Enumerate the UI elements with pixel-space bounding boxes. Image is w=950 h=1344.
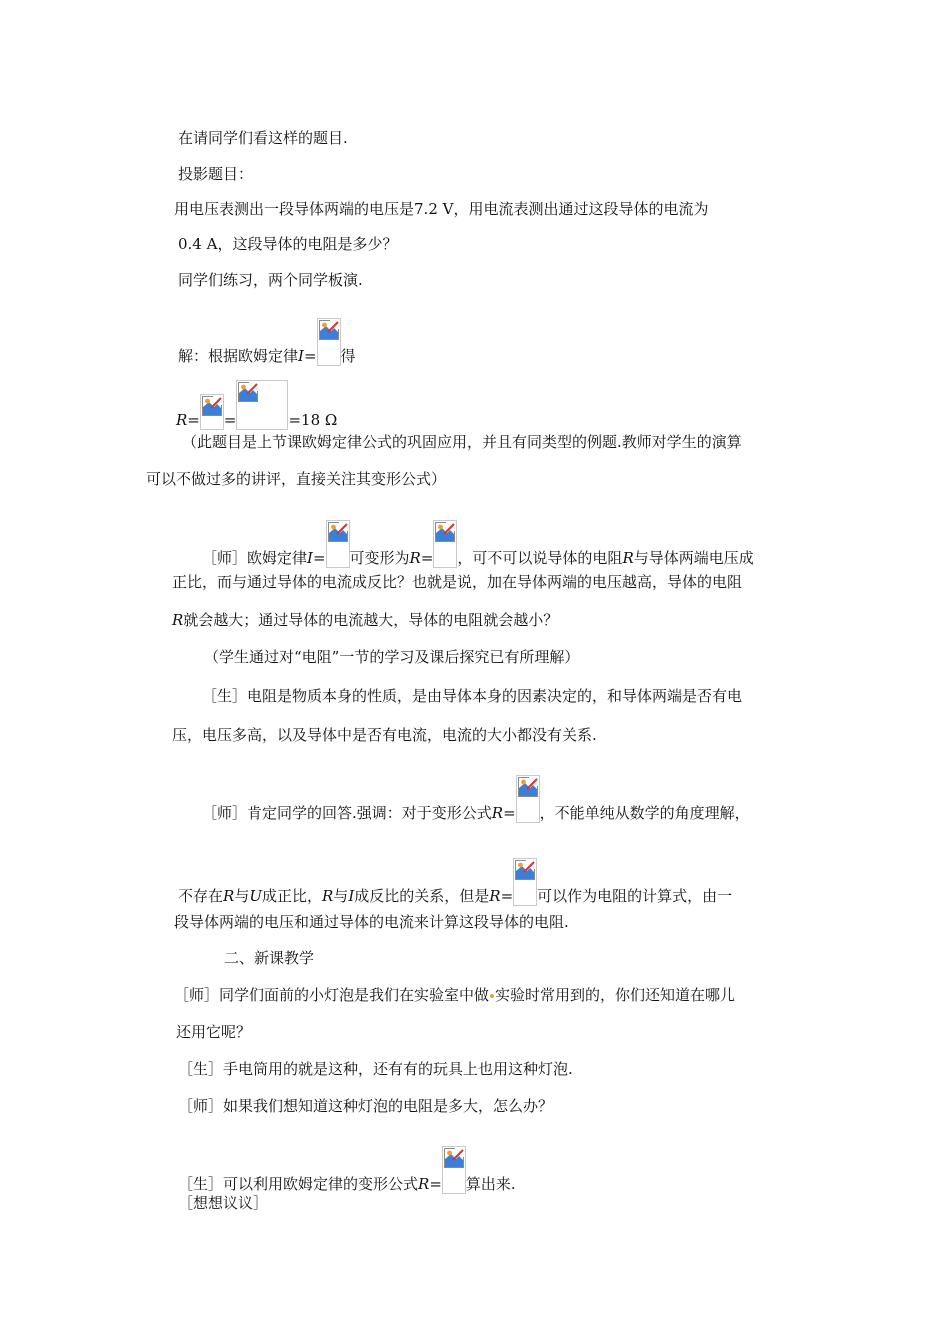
text-line-24 <box>178 1146 516 1194</box>
text-line-7 <box>176 380 337 430</box>
line10-text: ［师］欧姆定律 <box>202 549 308 567</box>
line10-text-3: ，可不可以说导体的电阻 <box>457 549 623 567</box>
broken-image-icon <box>319 320 339 340</box>
line17-text-6: 可以作为电阻的计算式，由一 <box>537 887 733 905</box>
text-line-15: 压，电压多高，以及导体中是否有电流，电流的大小都没有关系. <box>172 726 597 744</box>
var-r: R <box>622 549 634 567</box>
line12-text: 就会越大；通过导体的电流越大，导体的电阻就会越小？ <box>183 611 559 629</box>
line17-text-4: 与 <box>333 887 349 905</box>
broken-image-icon <box>202 396 222 416</box>
equals-sign: = <box>420 549 434 567</box>
text-line-4: 0.4 A，这段导体的电阻是多少？ <box>178 235 398 253</box>
equals-sign: = <box>312 549 326 567</box>
var-u: U <box>249 887 262 905</box>
line24-text: ［生］可以利用欧姆定律的变形公式 <box>178 1175 419 1193</box>
equals-sign: = <box>303 347 317 365</box>
var-i: I <box>348 887 355 905</box>
var-r: R <box>176 411 188 429</box>
text-line-5: 同学们练习，两个同学板演. <box>178 271 363 289</box>
var-r: R <box>172 611 184 629</box>
formula-image-6 <box>516 775 540 823</box>
line6-suffix: 得 <box>340 347 356 365</box>
result-value: =18 Ω <box>288 411 338 429</box>
line24-text-2: 算出来. <box>465 1175 516 1193</box>
text-line-11: 正比，而与通过导体的电流成反比？也就是说，加在导体两端的电压越高，导体的电阻 <box>172 573 743 591</box>
text-line-10 <box>202 520 754 568</box>
text-line-22: ［生］手电筒用的就是这种，还有有的玩具上也用这种灯泡. <box>178 1060 573 1078</box>
text-line-12 <box>172 610 558 630</box>
text-line-2: 投影题目： <box>178 165 254 183</box>
formula-image-1 <box>317 318 341 366</box>
var-r: R <box>491 804 504 822</box>
line10-text-2: 可变形为 <box>349 549 410 567</box>
dot-icon <box>490 994 494 998</box>
text-line-9: 可以不做过多的讲评，直接关注其变形公式） <box>146 470 447 488</box>
line17-text-5: 成反比的关系，但是 <box>354 887 490 905</box>
broken-image-icon <box>515 860 535 880</box>
equals-sign: = <box>187 411 200 429</box>
equals-sign: = <box>500 887 514 905</box>
line17-text-2: 与 <box>234 887 250 905</box>
text-line-21: 还用它呢？ <box>176 1023 252 1041</box>
line6-text: 解：根据欧姆定律 <box>178 347 299 365</box>
var-i: I <box>307 549 313 567</box>
line16-text-2: ，不能单纯从数学的角度理解， <box>539 804 750 822</box>
line16-text: ［师］肯定同学的回答.强调：对于变形公式 <box>202 804 492 822</box>
var-r: R <box>223 887 235 905</box>
formula-image-5 <box>433 520 457 568</box>
var-r: R <box>489 887 501 905</box>
broken-image-icon <box>328 522 348 542</box>
line17-text-3: 成正比， <box>261 887 322 905</box>
formula-image-8 <box>442 1146 466 1194</box>
text-line-25: ［想想议议］ <box>178 1194 269 1212</box>
broken-image-icon <box>238 382 258 402</box>
var-r: R <box>409 549 421 567</box>
text-line-13: （学生通过对“电阻”一节的学习及课后探究已有所理解） <box>204 648 580 666</box>
text-line-20 <box>174 985 735 1005</box>
line20-text-2: 实验时常用到的，你们还知道在哪儿 <box>495 986 736 1004</box>
equals-sign: = <box>429 1175 442 1193</box>
broken-image-icon <box>435 522 455 542</box>
text-line-16 <box>202 775 750 823</box>
formula-image-2 <box>200 394 224 430</box>
text-line-3: 用电压表测出一段导体两端的电压是7.2 V，用电流表测出通过这段导体的电流为 <box>174 200 709 218</box>
line17-text: 不存在 <box>178 887 224 905</box>
text-line-23: ［师］如果我们想知道这种灯泡的电阻是多大，怎么办？ <box>178 1097 554 1115</box>
formula-image-7 <box>513 858 537 906</box>
var-r: R <box>322 887 334 905</box>
text-line-18: 段导体两端的电压和通过导体的电流来计算这段导体的电阻. <box>174 913 569 931</box>
text-line-17 <box>178 858 732 906</box>
var-i: I <box>298 347 304 365</box>
text-line-1: 在请同学们看这样的题目. <box>178 129 348 147</box>
text-line-8: （此题目是上节课欧姆定律公式的巩固应用，并且有同类型的例题.教师对学生的演算 <box>182 433 742 451</box>
line20-text: ［师］同学们面前的小灯泡是我们在实验室中做 <box>174 986 490 1004</box>
equals-sign: = <box>223 411 237 429</box>
formula-image-3 <box>236 380 288 430</box>
text-line-14: ［生］电阻是物质本身的性质，是由导体本身的因素决定的，和导体两端是否有电 <box>202 687 743 705</box>
broken-image-icon <box>444 1148 464 1168</box>
line10-text-4: 与导体两端电压成 <box>633 549 754 567</box>
text-line-6 <box>178 318 356 366</box>
var-r: R <box>418 1175 430 1193</box>
section-heading: 二、新课教学 <box>224 949 315 967</box>
broken-image-icon <box>518 777 538 797</box>
equals-sign: = <box>503 804 516 822</box>
formula-image-4 <box>326 520 350 568</box>
